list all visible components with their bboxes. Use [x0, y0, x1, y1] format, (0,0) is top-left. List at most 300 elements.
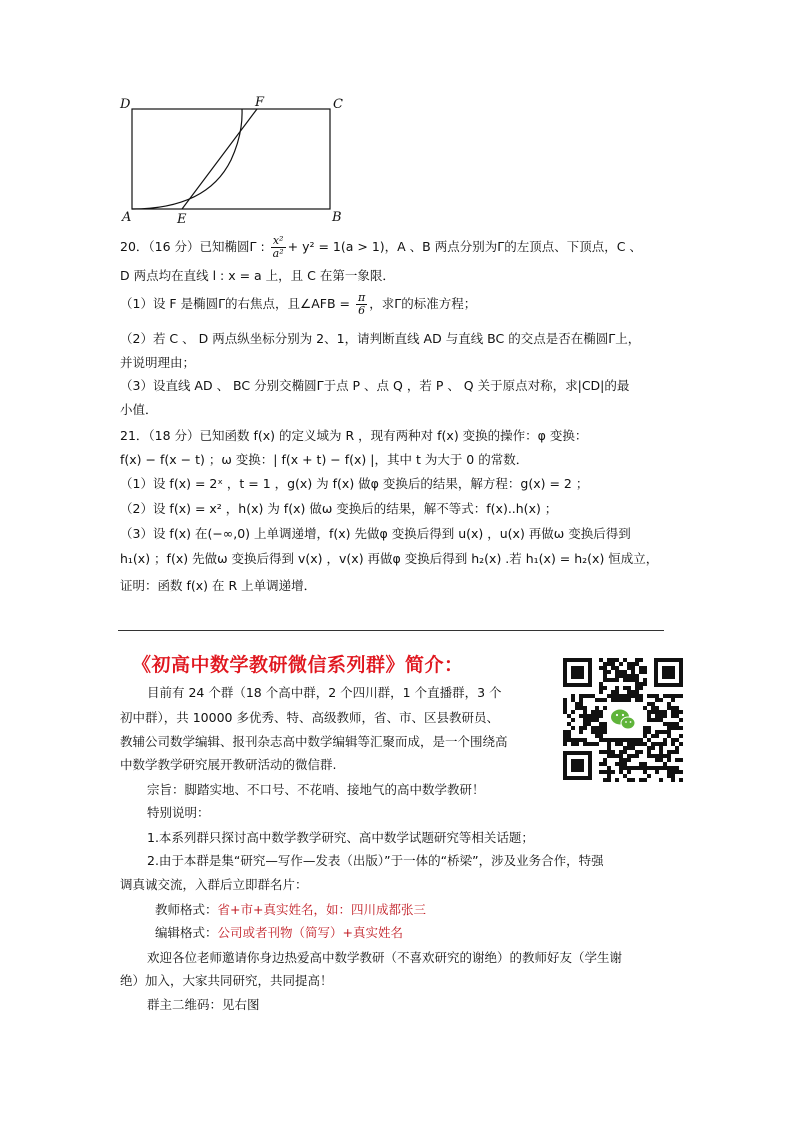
qr-module: [583, 714, 587, 718]
qr-module: [655, 698, 659, 702]
p20-line-4: （2）若 C 、 D 两点纵坐标分别为 2、1，请判断直线 AD 与直线 BC 的交点是否在椭圆Γ上，: [120, 331, 641, 346]
qr-module: [647, 718, 651, 722]
qr-module: [595, 730, 599, 734]
qr-module: [607, 774, 611, 778]
qr-module: [599, 734, 603, 738]
qr-module: [591, 726, 595, 730]
qr-module: [595, 718, 599, 722]
intro-note-2-line-2: 调真诚交流，入群后立即群名片：: [120, 877, 308, 892]
qr-module: [651, 694, 655, 698]
qr-module: [659, 754, 663, 758]
qr-module: [619, 762, 623, 766]
qr-module: [675, 770, 679, 774]
qr-module: [619, 662, 623, 666]
qr-module: [595, 726, 599, 730]
qr-module: [595, 742, 599, 746]
qr-module: [671, 698, 675, 702]
intro-title: 《初高中数学教研微信系列群》简介：: [132, 654, 464, 676]
qr-module: [563, 710, 567, 714]
qr-module: [603, 698, 607, 702]
qr-module: [635, 754, 639, 758]
qr-module: [575, 706, 579, 710]
qr-module: [631, 678, 635, 682]
qr-module: [615, 690, 619, 694]
qr-module: [591, 730, 595, 734]
qr-module: [631, 674, 635, 678]
qr-module: [607, 746, 611, 750]
qr-module: [599, 666, 603, 670]
qr-module: [623, 762, 627, 766]
qr-module: [567, 714, 571, 718]
qr-module: [615, 694, 619, 698]
qr-module: [627, 766, 631, 770]
p20-line-3: （1）设 F 是椭圆Γ的右焦点，且∠AFB = $\frac{\pi}{6}$ ，求Γ的标准方程；: [120, 291, 477, 317]
qr-module: [671, 694, 675, 698]
qr-module: [643, 666, 647, 670]
qr-module: [671, 726, 675, 730]
qr-module: [619, 674, 623, 678]
qr-module: [595, 734, 599, 738]
qr-module: [639, 694, 643, 698]
qr-module: [631, 666, 635, 670]
p21-line-6: h₁(x) ；f(x) 先做ω 变换后得到 v(x) ，v(x) 再做φ 变换后得到 h₂(x) .若 h₁(x) = h₂(x) 恒成立，: [120, 551, 659, 566]
qr-module: [623, 686, 627, 690]
qr-module: [679, 758, 683, 762]
qr-module: [571, 738, 575, 742]
label-c: C: [333, 97, 343, 112]
p21-line-1: 21．（18 分）已知函数 f(x) 的定义域为 R ，现有两种对 f(x) 变换的操作：φ 变换：: [120, 428, 588, 443]
qr-module: [563, 706, 567, 710]
qr-module: [615, 678, 619, 682]
qr-module: [663, 766, 667, 770]
qr-module: [627, 662, 631, 666]
qr-module: [615, 674, 619, 678]
qr-module: [563, 702, 567, 706]
qr-module: [647, 710, 651, 714]
qr-module: [679, 694, 683, 698]
qr-module: [563, 730, 567, 734]
qr-module: [667, 730, 671, 734]
qr-module: [619, 742, 623, 746]
qr-module: [627, 778, 631, 782]
qr-module: [667, 750, 671, 754]
qr-module: [679, 710, 683, 714]
qr-module: [631, 766, 635, 770]
qr-module: [639, 658, 643, 662]
qr-module: [659, 766, 663, 770]
qr-module: [603, 730, 607, 734]
qr-module: [583, 738, 587, 742]
qr-module: [607, 738, 611, 742]
qr-module: [583, 710, 587, 714]
qr-module: [615, 686, 619, 690]
qr-module: [647, 694, 651, 698]
p20-line-2: D 两点均在直线 l : x = a 上，且 C 在第一象限．: [120, 268, 395, 283]
qr-module: [603, 666, 607, 670]
qr-module: [623, 658, 627, 662]
qr-module: [643, 682, 647, 686]
qr-module: [619, 670, 623, 674]
qr-module: [671, 710, 675, 714]
qr-module: [631, 746, 635, 750]
qr-module: [655, 718, 659, 722]
qr-module: [623, 774, 627, 778]
qr-module: [627, 694, 631, 698]
qr-module: [667, 734, 671, 738]
label-f: F: [255, 95, 265, 110]
qr-module: [647, 730, 651, 734]
qr-module: [639, 738, 643, 742]
qr-module: [667, 770, 671, 774]
qr-module: [579, 694, 583, 698]
qr-module: [635, 682, 639, 686]
editor-format-value: 公司或者刊物（简写）+真实姓名: [217, 925, 403, 940]
intro-note-1: 1.本系列群只探讨高中数学教学研究、高中数学试题研究等相关话题；: [147, 830, 534, 845]
qr-module: [679, 742, 683, 746]
qr-module: [599, 730, 603, 734]
qr-module: [635, 674, 639, 678]
qr-module: [591, 718, 595, 722]
qr-module: [659, 718, 663, 722]
qr-module: [651, 718, 655, 722]
fraction-x2-a2: $\frac{\text{x²}}{\text{a²}}$: [272, 234, 284, 260]
qr-module: [579, 706, 583, 710]
qr-module: [671, 770, 675, 774]
qr-module: [635, 690, 639, 694]
qr-module: [607, 670, 611, 674]
qr-module: [635, 686, 639, 690]
qr-module: [627, 758, 631, 762]
qr-module: [599, 762, 603, 766]
intro-p1-line-3: 教辅公司数学编辑、报刊杂志高中数学编辑等汇聚而成，是一个围绕高: [120, 734, 508, 749]
qr-module: [651, 746, 655, 750]
qr-module: [663, 710, 667, 714]
qr-module: [655, 710, 659, 714]
qr-module: [643, 726, 647, 730]
qr-module: [563, 738, 567, 742]
intro-special-heading: 特别说明：: [147, 805, 210, 820]
qr-module: [659, 730, 663, 734]
qr-module: [615, 762, 619, 766]
qr-module: [583, 722, 587, 726]
qr-module: [615, 670, 619, 674]
qr-module: [599, 722, 603, 726]
intro-p1-line-4: 中数学教学研究展开教研活动的微信群.: [120, 757, 337, 772]
qr-module: [615, 738, 619, 742]
p20-line-7: 小值．: [120, 402, 158, 417]
qr-module: [675, 750, 679, 754]
qr-module: [679, 770, 683, 774]
qr-module: [647, 766, 651, 770]
p21-line-4: （2）设 f(x) = x² ，h(x) 为 f(x) 做ω 变换后的结果，解不等式：f(x)..h(x) ；: [120, 501, 558, 516]
label-b: B: [332, 210, 342, 225]
qr-module: [603, 678, 607, 682]
qr-module: [679, 778, 683, 782]
qr-module: [603, 750, 607, 754]
qr-module: [631, 754, 635, 758]
qr-module: [651, 706, 655, 710]
qr-module: [619, 738, 623, 742]
teacher-format: [155, 902, 426, 918]
qr-module: [643, 770, 647, 774]
qr-module: [631, 694, 635, 698]
fraction-pi-6: $\frac{\pi}{6}$: [358, 291, 366, 317]
intro-welcome-line-2: 绝）加入，大家共同研究，共同提高！: [120, 973, 333, 988]
qr-module: [623, 738, 627, 742]
qr-module: [603, 722, 607, 726]
qr-module: [631, 662, 635, 666]
qr-module: [563, 742, 567, 746]
qr-module: [575, 702, 579, 706]
qr-module: [635, 678, 639, 682]
qr-module: [599, 698, 603, 702]
qr-module: [647, 702, 651, 706]
qr-module: [659, 758, 663, 762]
qr-module: [635, 742, 639, 746]
qr-module: [671, 766, 675, 770]
qr-module: [627, 666, 631, 670]
qr-module: [627, 742, 631, 746]
qr-module: [599, 726, 603, 730]
qr-module: [643, 742, 647, 746]
qr-module: [607, 694, 611, 698]
qr-module: [675, 714, 679, 718]
qr-module: [663, 694, 667, 698]
qr-module: [655, 742, 659, 746]
qr-module: [647, 714, 651, 718]
qr-module: [567, 730, 571, 734]
qr-module: [675, 758, 679, 762]
wechat-logo-icon: [609, 706, 637, 732]
qr-module: [647, 746, 651, 750]
qr-module: [615, 658, 619, 662]
qr-module: [607, 770, 611, 774]
qr-module: [611, 754, 615, 758]
qr-module: [591, 710, 595, 714]
qr-module: [639, 750, 643, 754]
qr-module: [623, 758, 627, 762]
qr-module: [635, 662, 639, 666]
qr-module: [599, 738, 603, 742]
qr-module: [603, 662, 607, 666]
qr-module: [571, 718, 575, 722]
intro-note-2-line-1: 2.由于本群是集“研究—写作—发表（出版）”于一体的“桥梁”，涉及业务合作，特强: [147, 853, 604, 868]
qr-module: [571, 698, 575, 702]
qr-module: [627, 746, 631, 750]
qr-module: [647, 726, 651, 730]
p21-line-5: （3）设 f(x) 在(−∞,0) 上单调递增，f(x) 先做φ 变换后得到 u(x) ，u(x) 再做ω 变换后得到: [120, 526, 631, 541]
qr-module: [607, 742, 611, 746]
qr-module: [655, 770, 659, 774]
qr-module: [603, 686, 607, 690]
qr-module: [663, 762, 667, 766]
p20-line-6: （3）设直线 AD 、 BC 分别交椭圆Γ于点 P 、点 Q ，若 P 、 Q 关于原点对称，求|CD|的最: [120, 378, 630, 393]
qr-module: [659, 714, 663, 718]
qr-module: [667, 766, 671, 770]
qr-module: [607, 766, 611, 770]
qr-module: [611, 662, 615, 666]
qr-module: [643, 730, 647, 734]
qr-module: [639, 778, 643, 782]
qr-module: [635, 738, 639, 742]
intro-purpose: 宗旨：脚踏实地、不口号、不花哨、接地气的高中数学教研！: [147, 782, 485, 797]
qr-caption: 群主二维码：见右图: [147, 997, 260, 1012]
qr-module: [579, 726, 583, 730]
ellipse-arc: [132, 109, 242, 209]
qr-module: [639, 666, 643, 670]
qr-module: [619, 766, 623, 770]
qr-module: [579, 730, 583, 734]
qr-module: [599, 658, 603, 662]
qr-module: [619, 698, 623, 702]
qr-module: [675, 726, 679, 730]
qr-module: [643, 670, 647, 674]
qr-module: [631, 778, 635, 782]
qr-module: [659, 750, 663, 754]
qr-module: [571, 742, 575, 746]
editor-format: [155, 925, 403, 941]
label-e: E: [177, 212, 187, 227]
qr-module: [639, 742, 643, 746]
qr-module: [651, 754, 655, 758]
qr-module: [663, 722, 667, 726]
section-divider: [118, 630, 664, 631]
qr-module: [607, 658, 611, 662]
qr-module: [579, 714, 583, 718]
qr-module: [623, 670, 627, 674]
qr-module: [579, 702, 583, 706]
qr-module: [603, 674, 607, 678]
qr-module: [575, 738, 579, 742]
qr-module: [647, 750, 651, 754]
qr-module: [599, 750, 603, 754]
p20-line-1: 20．（16 分）已知椭圆Γ : $\frac{\text{x²}}{\text{a²}}$ + y² = 1(a > 1)，A 、B 两点分别为Γ的左顶点、下顶点，C 、: [120, 234, 642, 260]
qr-module: [631, 670, 635, 674]
qr-module: [667, 758, 671, 762]
qr-module: [623, 766, 627, 770]
qr-module: [603, 770, 607, 774]
qr-module: [615, 698, 619, 702]
qr-module: [639, 682, 643, 686]
qr-module: [583, 706, 587, 710]
qr-module: [659, 778, 663, 782]
qr-module: [655, 706, 659, 710]
qr-module: [579, 698, 583, 702]
qr-module: [635, 766, 639, 770]
qr-module: [615, 778, 619, 782]
qr-module: [639, 766, 643, 770]
qr-module: [599, 682, 603, 686]
qr-module: [655, 714, 659, 718]
qr-module: [595, 706, 599, 710]
intro-welcome-line-1: 欢迎各位老师邀请你身边热爱高中数学教研（不喜欢研究的谢绝）的教师好友（学生谢: [147, 950, 623, 965]
qr-module: [627, 686, 631, 690]
qr-module: [659, 742, 663, 746]
qr-module: [603, 706, 607, 710]
teacher-format-value: 省+市+真实姓名，如：四川成都张三: [217, 902, 426, 917]
qr-module: [635, 694, 639, 698]
label-d: D: [120, 97, 131, 112]
qr-module: [671, 778, 675, 782]
qr-code-image: [554, 648, 692, 790]
qr-module: [671, 750, 675, 754]
qr-module: [587, 722, 591, 726]
qr-module: [623, 674, 627, 678]
qr-module: [603, 670, 607, 674]
qr-module: [611, 738, 615, 742]
qr-module: [619, 770, 623, 774]
rectangle-figure: [112, 92, 352, 230]
qr-module: [655, 758, 659, 762]
qr-module: [587, 742, 591, 746]
qr-module: [619, 750, 623, 754]
qr-module: [675, 738, 679, 742]
qr-module: [599, 686, 603, 690]
qr-module: [639, 686, 643, 690]
qr-module: [631, 738, 635, 742]
qr-module: [651, 766, 655, 770]
qr-module: [639, 698, 643, 702]
qr-finder-bottom-left: [563, 751, 592, 780]
qr-module: [675, 706, 679, 710]
qr-module: [611, 690, 615, 694]
qr-module: [571, 710, 575, 714]
qr-module: [671, 722, 675, 726]
intro-p1-line-2: 初中群），共 10000 多优秀、特、高级教师，省、市、区县教研员、: [120, 710, 499, 725]
qr-module: [651, 734, 655, 738]
qr-module: [679, 726, 683, 730]
qr-module: [571, 726, 575, 730]
qr-module: [671, 714, 675, 718]
qr-module: [643, 706, 647, 710]
qr-module: [651, 710, 655, 714]
qr-module: [607, 754, 611, 758]
qr-module: [635, 658, 639, 662]
qr-module: [583, 694, 587, 698]
qr-module: [599, 710, 603, 714]
qr-module: [647, 754, 651, 758]
qr-module: [603, 738, 607, 742]
qr-module: [643, 766, 647, 770]
qr-module: [571, 694, 575, 698]
qr-module: [611, 678, 615, 682]
qr-module: [599, 714, 603, 718]
qr-module: [663, 714, 667, 718]
qr-module: [627, 770, 631, 774]
qr-module: [583, 742, 587, 746]
qr-module: [627, 754, 631, 758]
qr-module: [663, 730, 667, 734]
qr-module: [603, 778, 607, 782]
qr-module: [567, 734, 571, 738]
qr-module: [655, 694, 659, 698]
qr-module: [675, 766, 679, 770]
qr-module: [643, 778, 647, 782]
p21-line-2: f(x) − f(x − t) ；ω 变换：| f(x + t) − f(x) |，其中 t 为大于 0 的常数．: [120, 452, 529, 467]
qr-module: [623, 746, 627, 750]
p21-line-7: 证明：函数 f(x) 在 R 上单调递增．: [120, 578, 317, 593]
qr-module: [675, 722, 679, 726]
qr-module: [611, 750, 615, 754]
qr-module: [639, 762, 643, 766]
qr-module: [615, 742, 619, 746]
qr-module: [591, 742, 595, 746]
qr-module: [651, 702, 655, 706]
qr-module: [643, 678, 647, 682]
qr-module: [567, 722, 571, 726]
qr-module: [659, 710, 663, 714]
qr-module: [667, 694, 671, 698]
